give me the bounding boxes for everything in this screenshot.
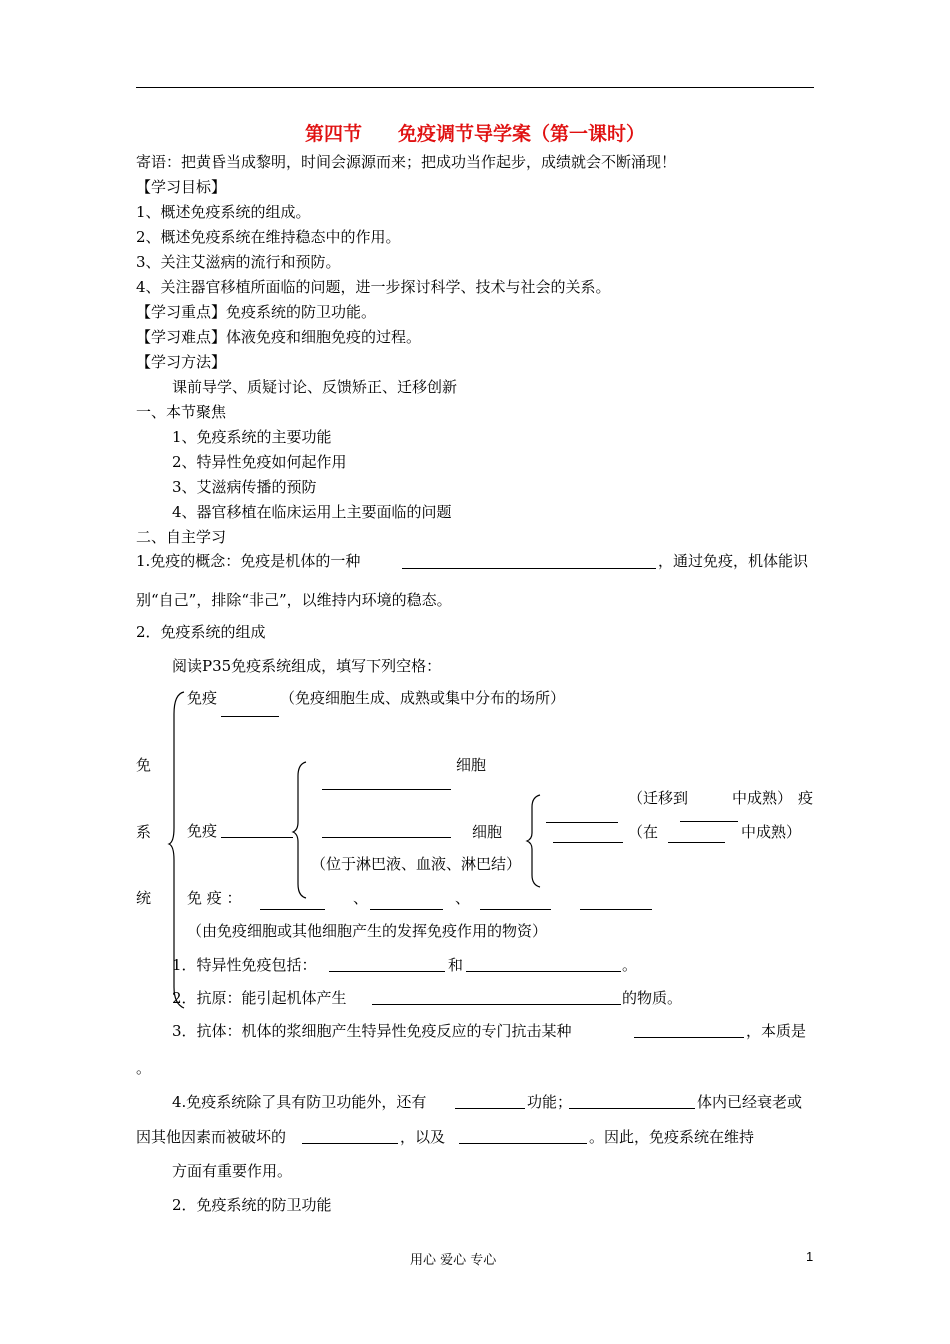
blank-line [455,1108,525,1109]
key-point: 【学习重点】免疫系统的防卫功能。 [136,303,377,321]
question-3-b: ，本质是 [746,1022,807,1040]
focus-item: 3、艾滋病传播的预防 [172,478,317,496]
objectives-heading: 【学习目标】 [136,178,227,196]
substance-note: （由免疫细胞或其他细胞产生的发挥免疫作用的物资） [187,922,548,940]
footer-motto: 用心 爱心 专心 [410,1253,497,1268]
question-2-a: 2．抗原：能引起机体产生 [172,989,347,1007]
focus-item: 2、特异性免疫如何起作用 [172,453,347,471]
blank-line [329,971,445,972]
t-cell-note-c: 疫 [798,789,814,807]
objective-item: 3、关注艾滋病的流行和预防。 [136,253,341,271]
separator: 、 [353,889,369,907]
blank-line [402,568,656,569]
blank-line [546,822,618,823]
defense-heading: 2．免疫系统的防卫功能 [172,1196,332,1214]
focus-heading: 一、本节聚焦 [136,403,227,421]
page-number: 1 [806,1249,814,1264]
concept-question-c: 别“自己”，排除“非己”，以维持内环境的稳态。 [136,591,452,609]
lymph-note: （位于淋巴液、血液、淋巴结） [311,855,522,873]
focus-item: 1、免疫系统的主要功能 [172,428,332,446]
blank-line [634,1037,744,1038]
question-4-g: 方面有重要作用。 [172,1162,293,1180]
blank-line [459,1143,587,1144]
blank-line [302,1143,398,1144]
objective-item: 4、关注器官移植所面临的问题，进一步探讨科学、技术与社会的关系。 [136,278,611,296]
composition-instruction: 阅读P35免疫系统组成，填写下列空格： [172,657,442,675]
organ-note: （免疫细胞生成、成熟或集中分布的场所） [280,689,566,707]
lymphocyte-brace [526,795,544,887]
b-cell-note-a: （在 [628,823,659,841]
blank-line [553,842,623,843]
question-4-f: 。因此，免疫系统在维持 [589,1128,755,1146]
difficulty: 【学习难点】体液免疫和细胞免疫的过程。 [136,328,422,346]
question-4-b: 功能； [527,1093,573,1111]
cell-type-1: 细胞 [456,756,487,774]
blank-line [668,842,725,843]
method-text: 课前导学、质疑讨论、反馈矫正、迁移创新 [172,378,458,396]
root-char: 统 [136,889,152,907]
page-title [0,121,950,147]
self-study-heading: 二、自主学习 [136,528,227,546]
b-cell-note-b: 中成熟） [741,823,802,841]
root-char: 系 [136,823,152,841]
blank-line [370,909,443,910]
composition-heading: 2．免疫系统的组成 [136,623,266,641]
motto: 寄语：把黄昏当成黎明，时间会源源而来；把成功当作起步，成绩就会不断涌现！ [136,153,677,171]
blank-line [322,837,451,838]
t-cell-note-b: 中成熟） [732,789,793,807]
question-3-a: 3．抗体：机体的浆细胞产生特异性免疫反应的专门抗击某种 [172,1022,572,1040]
blank-line [322,789,451,790]
t-cell-note-a: （迁移到 [628,789,689,807]
blank-line [221,837,293,838]
focus-item: 4、器官移植在临床运用上主要面临的问题 [172,503,452,521]
objective-item: 1、概述免疫系统的组成。 [136,203,311,221]
blank-line [221,716,279,717]
objective-item: 2、概述免疫系统在维持稳态中的作用。 [136,228,401,246]
method-heading: 【学习方法】 [136,353,227,371]
title-topic: 免疫调节导学案（第一课时） [398,123,646,145]
question-4-a: 4.免疫系统除了具有防卫功能外，还有 [172,1093,427,1111]
blank-line [580,909,652,910]
blank-line [372,1004,621,1005]
concept-question-b: ，通过免疫，机体能识 [658,552,809,570]
concept-question-a: 1.免疫的概念：免疫是机体的一种 [136,552,361,570]
question-4-d: 因其他因素而被破坏的 [136,1128,287,1146]
blank-line [680,821,738,822]
question-2-b: 的物质。 [622,989,683,1007]
cell-brace [292,762,310,902]
organ-label: 免疫 [187,689,218,707]
question-1-c: 。 [622,956,638,974]
question-1-a: 1．特异性免疫包括： [172,956,317,974]
title-section: 第四节 [304,123,362,145]
blank-line [260,909,325,910]
blank-line [480,909,551,910]
blank-line [569,1108,695,1109]
root-char: 免 [136,756,152,774]
question-4-e: ，以及 [400,1128,446,1146]
substance-label: 免 疫 ： [187,889,242,907]
question-3-c: 。 [136,1059,152,1077]
header-rule [136,87,814,88]
blank-line [466,971,621,972]
separator: 、 [455,889,471,907]
cell-type-2: 细胞 [472,823,503,841]
question-1-b: 和 [448,956,464,974]
cell-label: 免疫 [187,822,218,840]
question-4-c: 体内已经衰老或 [697,1093,803,1111]
